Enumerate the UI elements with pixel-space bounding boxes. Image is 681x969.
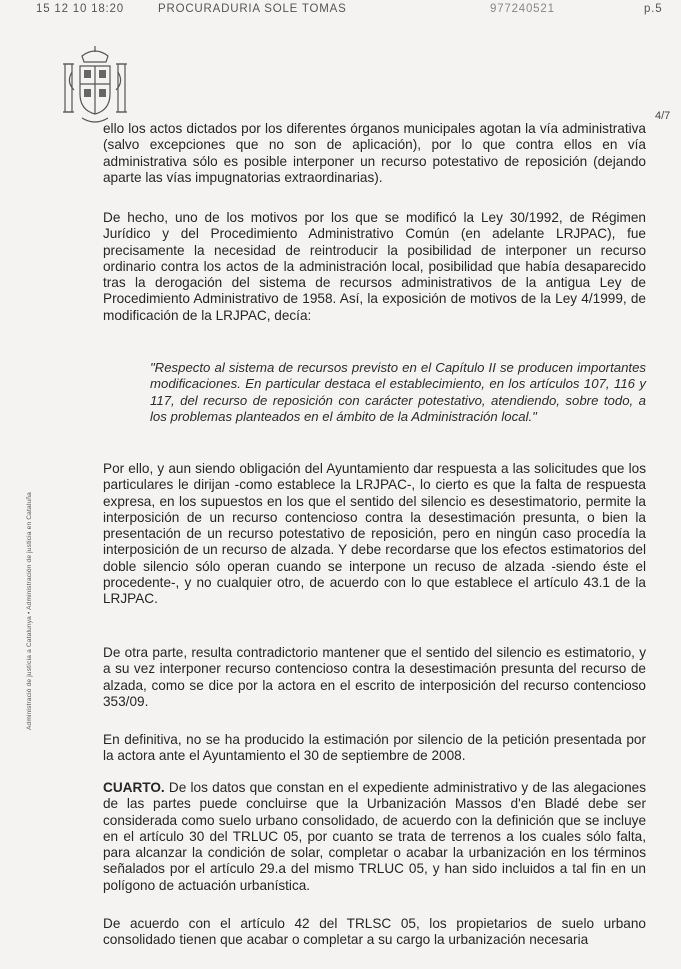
- paragraph-cuarto-text: De los datos que constan en el expediente administrativo y de las alegaciones de las partes puede concluirse que la Urbanización Massos d'en Bladé debe ser considerada como suelo urbano consolidado, de acuerdo con la definición que se incluye en el artículo 30 del TRLUC 05, por cuanto se trata de terrenos a los cuales sólo falta, para alcanzar la condición de solar, completar o acabar la urbanización en los términos señalados por el artículo 29.a del mismo TRLUC 05, y han sido incluidos a tal fin en un polígono de actuación urbanística.: [103, 780, 646, 893]
- coat-of-arms-icon: [60, 44, 130, 132]
- fax-page: p.5: [644, 3, 663, 15]
- side-stamp: Administració de justícia a Catalunya • Administración de justicia en Cataluña: [26, 492, 33, 730]
- fax-number: 977240521: [490, 3, 555, 15]
- paragraph-7: De acuerdo con el artículo 42 del TRLSC 05, los propietarios de suelo urbano consolidado tienen que acabar o completar a su cargo la urbanización necesaria: [103, 916, 646, 948]
- fax-sender: PROCURADURIA SOLE TOMAS: [158, 3, 347, 15]
- paragraph-cuarto: [103, 780, 646, 894]
- fax-header: [0, 0, 681, 18]
- paragraph-1: ello los actos dictados por los diferentes órganos municipales agotan la vía administrativa (salvo excepciones que no son de aplicación), por lo que contra ellos en vía administrativa sólo es posible interponer un recurso potestativo de reposición (dejando aparte las vías impugnatorias extraordinarias).: [103, 121, 646, 185]
- paragraph-5: En definitiva, no se ha producido la estimación por silencio de la petición presentada por la actora ante el Ayuntamiento el 30 de septiembre de 2008.: [103, 732, 646, 764]
- page-counter: 4/7: [655, 110, 671, 122]
- paragraph-3: Por ello, y aun siendo obligación del Ayuntamiento dar respuesta a las solicitudes que los particulares le dirijan -como establece la LRJPAC-, lo cierto es que la falta de respuesta expresa, en los supuestos en los que el sentido del silencio es desestimatorio, permite la interposición de un recurso contencioso contra la desestimación presunta, o bien la presentación de un recurso potestativo de reposición, pero en ningún caso procedía la interposición de un recurso de alzada. Y debe recordarse que los efectos estimatorios del doble silencio sólo operan cuando se interpone un recuso de alzada -siendo éste el procedente-, y no cualquier otro, de acuerdo con lo que establece el artículo 43.1 de la LRJPAC.: [103, 461, 646, 607]
- section-heading-cuarto: CUARTO.: [103, 780, 165, 795]
- quoted-text: "Respecto al sistema de recursos previsto en el Capítulo II se producen importantes modificaciones. En particular destaca el establecimiento, en los artículos 107, 116 y 117, del recurso de reposición con carácter potestativo, atendiendo, sobre todo, a los problemas planteados en el ámbito de la Administración local.": [150, 360, 646, 424]
- paragraph-4: De otra parte, resulta contradictorio mantener que el sentido del silencio es estimatorio, y a su vez interponer recurso contencioso contra la desestimación presunta del recurso de alzada, como se dice por la actora en el escrito de interposición del recurso contencioso 353/09.: [103, 645, 646, 709]
- fax-datetime: 15 12 10 18:20: [36, 3, 124, 15]
- paragraph-2: De hecho, uno de los motivos por los que se modificó la Ley 30/1992, de Régimen Jurídico y del Procedimiento Administrativo Común (en adelante LRJPAC), fue precisamente la necesidad de reintroducir la posibilidad de interponer un recurso ordinario contra los actos de la administración local, posibilidad que había desaparecido tras la derogación del sistema de recursos administrativos de la antigua Ley de Procedimiento Administrativo de 1958. Así, la exposición de motivos de la Ley 4/1999, de modificación de la LRJPAC, decía:: [103, 210, 646, 323]
